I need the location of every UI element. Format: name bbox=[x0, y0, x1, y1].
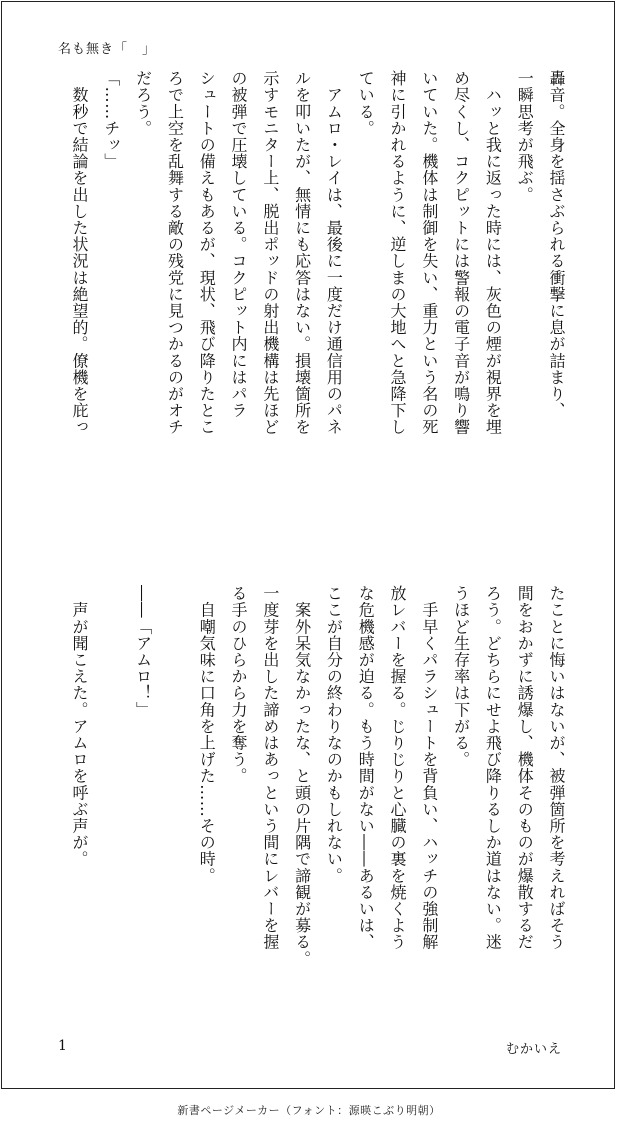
text-line: ルを叩いたが、無情にも応答はない。損壊箇所を bbox=[292, 70, 312, 436]
text-line: いていた。機体は制御を失い、重力という名の死 bbox=[419, 70, 439, 436]
text-line: 声が聞こえた。アムロを呼ぶ声が。 bbox=[70, 585, 90, 868]
text-line: 放レバーを握る。じりじりと心臓の裏を焼くよう bbox=[388, 585, 408, 951]
text-line: 手早くパラシュートを背負い、ハッチの強制解 bbox=[419, 585, 439, 951]
text-line: 数秒で結論を出した状況は絶望的。僚機を庇っ bbox=[70, 70, 90, 436]
text-line: 一瞬思考が飛ぶ。 bbox=[515, 70, 535, 203]
text-block-top bbox=[63, 70, 572, 530]
text-line: ――「アムロ！」 bbox=[133, 585, 153, 718]
text-line: 示すモニター上、脱出ポッドの射出機構は先ほど bbox=[260, 70, 280, 436]
text-line: シュートの備えもあるが、現状、飛び降りたとこ bbox=[197, 70, 217, 436]
text-line: ている。 bbox=[356, 70, 376, 137]
text-line: な危機感が迫る。もう時間がない――あるいは、 bbox=[356, 585, 376, 951]
text-line: 一度芽を出した諦めはあっという間にレバーを握 bbox=[260, 585, 280, 951]
text-line: る手のひらから力を奪う。 bbox=[229, 585, 249, 785]
text-line: たことに悔いはないが、被弾箇所を考えればそう bbox=[547, 585, 566, 951]
text-line: 神に引かれるように、逆しまの大地へと急降下し bbox=[388, 70, 408, 436]
text-line: の被弾で圧壊している。コクピット内にはパラ bbox=[229, 70, 249, 419]
author-name: むかいえ bbox=[505, 1042, 562, 1057]
text-line: だろう。 bbox=[133, 70, 153, 137]
text-block-bottom bbox=[63, 585, 572, 1015]
book-page bbox=[1, 1, 615, 1089]
generator-credit: 新書ページメーカー（フォント：源暎こぶり明朝） bbox=[177, 1104, 441, 1117]
text-line: め尽くし、コクピットには警報の電子音が鳴り響 bbox=[451, 70, 471, 436]
text-line: うほど生存率は下がる。 bbox=[451, 585, 471, 768]
text-line: アムロ・レイは、最後に一度だけ通信用のパネ bbox=[324, 70, 344, 436]
text-line: ここが自分の終わりなのかもしれない。 bbox=[324, 585, 344, 884]
page-number: 1 bbox=[58, 1038, 67, 1054]
text-line: ろう。どちらにせよ飛び降りるしか道はない。迷 bbox=[483, 585, 503, 951]
work-title: 名も無き「 」 bbox=[58, 42, 157, 57]
text-line bbox=[159, 585, 191, 1015]
text-line: 案外呆気なかったな、と頭の片隅で諦観が募る。 bbox=[292, 585, 312, 967]
text-line: 「……チッ」 bbox=[101, 70, 121, 170]
text-line: 自嘲気味に口角を上げた……その時。 bbox=[197, 585, 217, 884]
text-line: ろで上空を乱舞する敵の残党に見つかるのがオチ bbox=[165, 70, 185, 436]
text-line: 間をおかずに誘爆し、機体そのものが爆散するだ bbox=[515, 585, 535, 951]
text-line: 轟音。全身を揺さぶられる衝撃に息が詰まり、 bbox=[547, 70, 566, 419]
text-line: ハッと我に返った時には、灰色の煙が視界を埋 bbox=[483, 70, 503, 436]
text-line bbox=[95, 585, 127, 1015]
